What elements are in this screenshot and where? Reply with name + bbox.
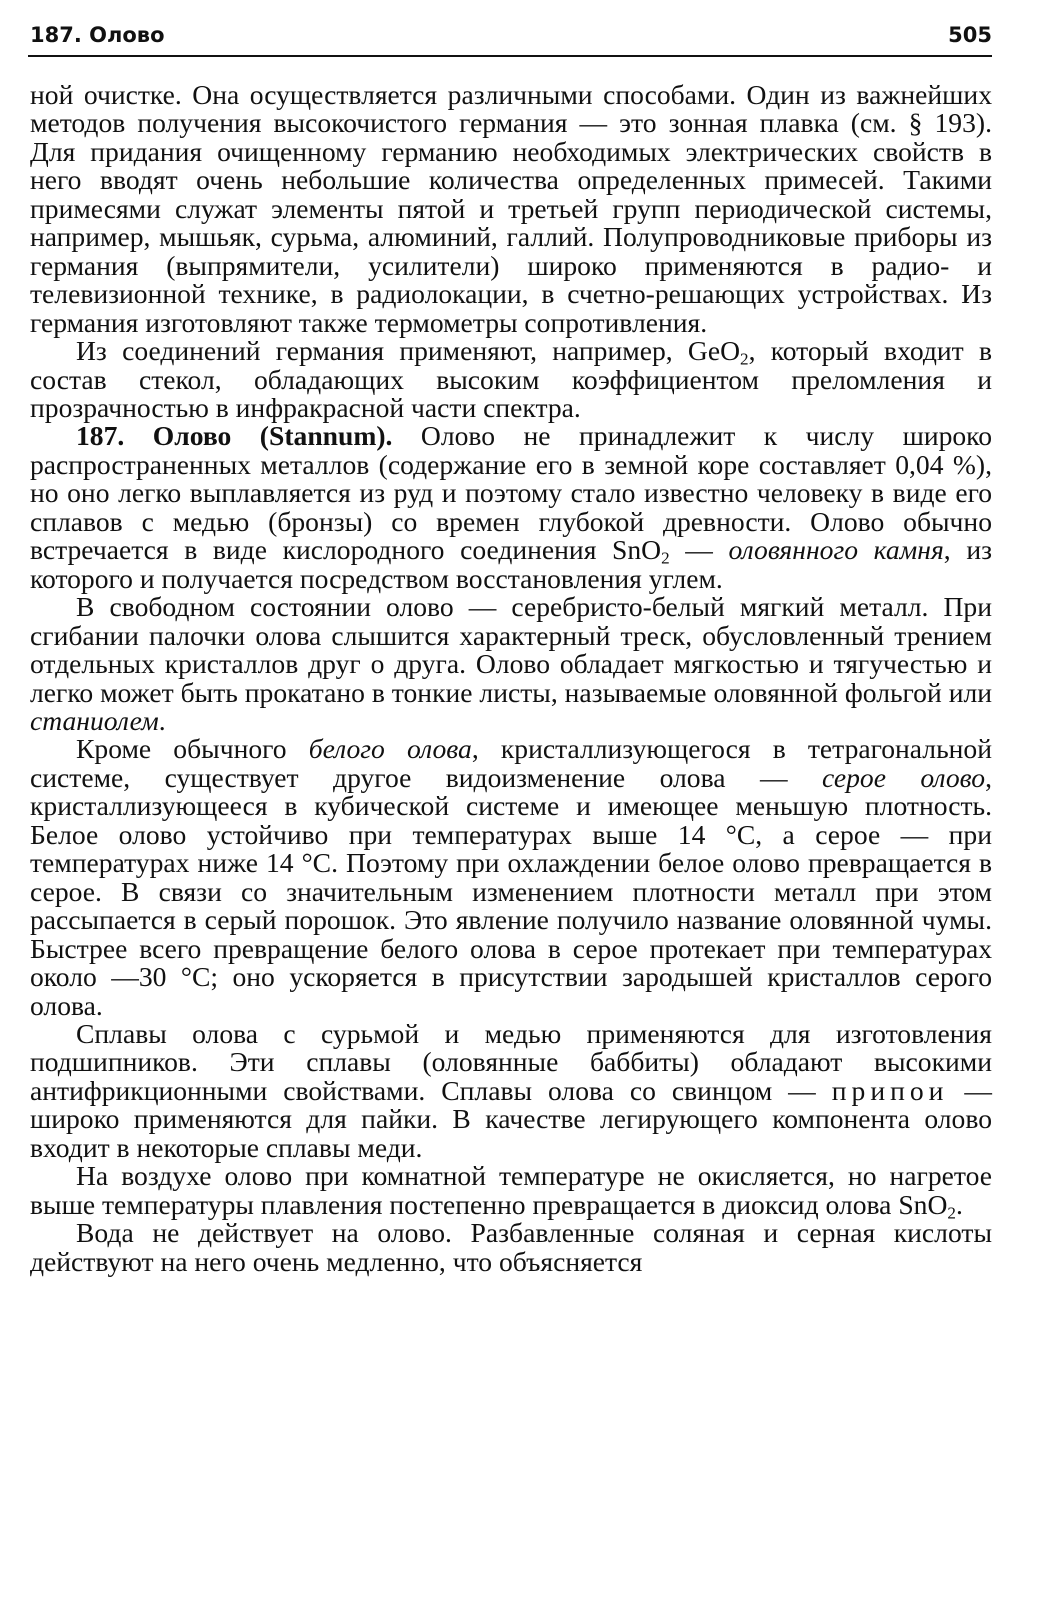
header-rule	[28, 55, 992, 57]
running-title: 187. Олово	[30, 23, 165, 47]
text-run: .	[158, 704, 166, 736]
page-number: 505	[948, 23, 992, 47]
paragraph-tin-water-acids	[30, 1219, 992, 1276]
text-run: На воздухе олово при комнатной температуре не окисляется, но нагретое выше температуры плавления постепенно превращается в диоксид олова SnO	[30, 1160, 992, 1220]
paragraph-tin-section-start	[30, 422, 992, 593]
text-run: Сплавы олова с сурьмой и медью применяются для изготовления подшипников. Эти сплавы (оловянные баббиты) обладают высокими антифрикционными свойствами. Сплавы олова со свинцом —	[30, 1017, 992, 1106]
section-heading: 187. Олово (Stannum).	[76, 420, 393, 452]
text-run: В свободном состоянии олово — серебристо-белый мягкий металл. При сгибании палочки олова слышится характерный треск, обусловленный трением отдельных кристаллов друг о друга. Олово обладает мягкостью и тягучестью и легко может быть прокатано в тонкие листы, называемые оловянной фольгой или	[30, 591, 992, 708]
paragraph-text: ной очистке. Она осуществляется различными способами. Один из важнейших методов получения высокочистого германия — это зонная плавка (см. § 193). Для придания очищенному германию необходимых электрических свойств в него вводят очень небольшие количества определенных примесей. Такими примесями служат элементы пятой и третьей групп периодической системы, например, мышьяк, сурьма, алюминий, галлий. Полупроводниковые приборы из германия (выпрямители, усилители) широко применяются в радио- и телевизионной технике, в радиолокации, в счетно-решающих устройствах. Из германия изготовляют также термометры сопротивления.	[30, 79, 992, 338]
running-header	[30, 20, 992, 50]
paragraph-tin-oxidation	[30, 1160, 992, 1222]
paragraph-tin-alloys	[30, 1017, 992, 1163]
paragraph-tin-allotropes	[30, 735, 992, 1020]
text-run: , который входит в состав стекол, обладающих высоким коэффициентом преломления и прозрачностью в инфракрасной части спектра.	[30, 335, 992, 423]
text-run: .	[955, 1188, 963, 1220]
text-run: — широко применяются для пайки. В качестве легирующего компонента олово входит в некоторые сплавы меди.	[30, 1074, 992, 1163]
subscript: 2	[947, 1202, 956, 1222]
spaced-term: припои	[831, 1074, 949, 1106]
text-run: , кристаллизующегося в тетрагональной системе, существует другое видоизменение олова —	[30, 733, 992, 793]
text-run: , из которого и получается посредством восстановления углем.	[30, 534, 993, 594]
paragraph-germanium-compounds	[30, 337, 992, 422]
paragraph-free-tin	[30, 593, 992, 735]
subscript: 2	[740, 349, 749, 369]
italic-term: белого олова	[308, 733, 472, 765]
italic-term: серое олово	[822, 761, 986, 793]
text-run: Кроме обычного	[76, 733, 309, 765]
text-run: Из соединений германия применяют, например, GeO	[76, 335, 741, 367]
italic-term: оловянного камня	[728, 534, 944, 566]
paragraph-germanium-purification	[30, 81, 992, 337]
paragraph-text: Вода не действует на олово. Разбавленные соляная и серная кислоты действуют на него очень медленно, что объясняется	[30, 1217, 992, 1277]
body-text	[30, 81, 992, 1276]
text-run: , кристаллизующееся в кубической системе и имеющее меньшую плотность. Белое олово устойчиво при температурах выше 14 °C, а серое — при температурах ниже 14 °C. Поэтому при охлаждении белое олово превращается в серое. В связи со значительным изменением плотности металл при этом рассыпается в серый порошок. Это явление получило название оловянной чумы. Быстрее всего превращение белого олова в серое протекает при температурах около —30 °C; оно ускоряется в присутствии зародышей кристаллов серого олова.	[30, 761, 993, 1021]
text-run: Олово не принадлежит к числу широко распространенных металлов (содержание его в земной коре составляет 0,04 %), но оно легко выплавляется из руд и поэтому стало известно человеку в виде его сплавов с медью (бронзы) со времен глубокой древности. Олово обычно встречается в виде кислородного соединения SnO	[30, 420, 992, 566]
text-run: —	[669, 534, 729, 566]
italic-term: станиолем	[30, 704, 159, 736]
subscript: 2	[661, 548, 670, 568]
